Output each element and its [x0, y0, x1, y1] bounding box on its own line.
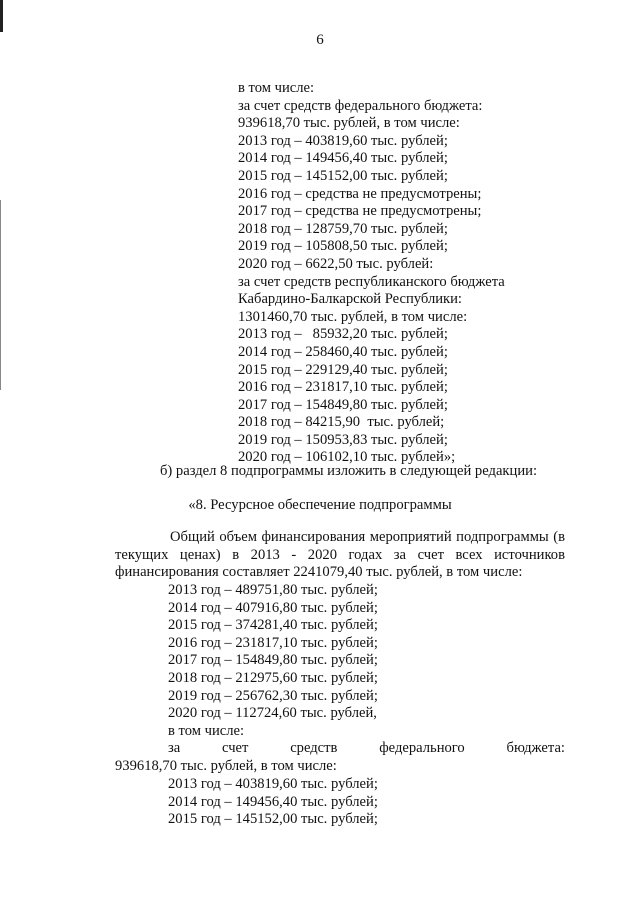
scan-edge-mark	[0, 200, 1, 390]
general-funding-paragraph: Общий объем финансирования мероприятий подпрограммы (в текущих ценах) в 2013 - 2020 годах за счет всех источников финансирования составляет 2241079,40 тыс. рублей, в том числе:	[115, 529, 565, 581]
text-line: 2016 год – средства не предусмотрены;	[238, 185, 482, 202]
text-line: 2017 год – 154849,80 тыс. рублей;	[238, 396, 448, 413]
text-line: 2017 год – 154849,80 тыс. рублей;	[168, 652, 378, 669]
text-line: 2017 год – средства не предусмотрены;	[238, 203, 482, 220]
text-line: 2015 год – 145152,00 тыс. рублей;	[168, 811, 378, 828]
text-line: 2015 год – 374281,40 тыс. рублей;	[168, 617, 378, 634]
text-line: 2013 год – 403819,60 тыс. рублей;	[168, 776, 378, 792]
text-line: 2013 год – 85932,20 тыс. рублей;	[238, 326, 448, 343]
text-line: 2020 год – 6622,50 тыс. рублей:	[238, 255, 434, 272]
text-line: 2014 год – 407916,80 тыс. рублей;	[168, 599, 378, 616]
text-line: 2016 год – 231817,10 тыс. рублей;	[238, 379, 448, 396]
text-line: 2014 год – 258460,40 тыс. рублей;	[238, 343, 448, 360]
scan-edge-mark	[0, 0, 3, 32]
text-line: 2020 год – 106102,10 тыс. рублей»;	[238, 449, 456, 466]
text-line: 2018 год – 212975,60 тыс. рублей;	[168, 669, 378, 686]
funding-block-total	[168, 582, 378, 740]
text-line: за счет средств федерального бюджета:	[238, 97, 483, 114]
federal-total-line: 939618,70 тыс. рублей, в том числе:	[115, 758, 337, 774]
text-line: 2018 год – 128759,70 тыс. рублей;	[238, 220, 448, 237]
text-line: 2019 год – 256762,30 тыс. рублей;	[168, 687, 378, 704]
section-heading: «8. Ресурсное обеспечение подпрограммы	[188, 497, 452, 513]
federal-source-line	[168, 740, 565, 757]
text-line: 2015 год – 145152,00 тыс. рублей;	[238, 167, 448, 184]
text-line: 2019 год – 150953,83 тыс. рублей;	[238, 431, 448, 448]
text-line: в том числе:	[168, 722, 245, 739]
text-line: 2015 год – 229129,40 тыс. рублей;	[238, 361, 448, 378]
text-line: 939618,70 тыс. рублей, в том числе:	[238, 115, 460, 132]
text-line: 2013 год – 403819,60 тыс. рублей;	[238, 132, 448, 149]
text-line: 2020 год – 112724,60 тыс. рублей,	[168, 705, 377, 722]
text-line: за счет средств республиканского бюджета	[238, 273, 505, 290]
text-line: 1301460,70 тыс. рублей, в том числе:	[238, 308, 468, 325]
text-line: 2013 год – 489751,80 тыс. рублей;	[168, 582, 378, 598]
amendment-paragraph: б) раздел 8 подпрограммы изложить в следующей редакции:	[160, 463, 537, 479]
word: средств	[290, 740, 338, 756]
text-line: в том числе:	[238, 80, 315, 96]
funding-block-first	[238, 80, 505, 467]
text-line: 2016 год – 231817,10 тыс. рублей;	[168, 634, 378, 651]
funding-block-federal	[168, 776, 378, 829]
word: федерального	[379, 740, 465, 756]
text-line: 2014 год – 149456,40 тыс. рублей;	[168, 793, 378, 810]
text-line: Кабардино-Балкарской Республики:	[238, 291, 462, 308]
page-number: 6	[316, 32, 324, 48]
text-line: 2018 год – 84215,90 тыс. рублей;	[238, 414, 445, 431]
text-line: 2014 год – 149456,40 тыс. рублей;	[238, 150, 448, 167]
text-line: 2019 год – 105808,50 тыс. рублей;	[238, 238, 448, 255]
word: за	[168, 740, 181, 756]
word: счет	[222, 740, 249, 756]
word: бюджета:	[506, 740, 565, 756]
